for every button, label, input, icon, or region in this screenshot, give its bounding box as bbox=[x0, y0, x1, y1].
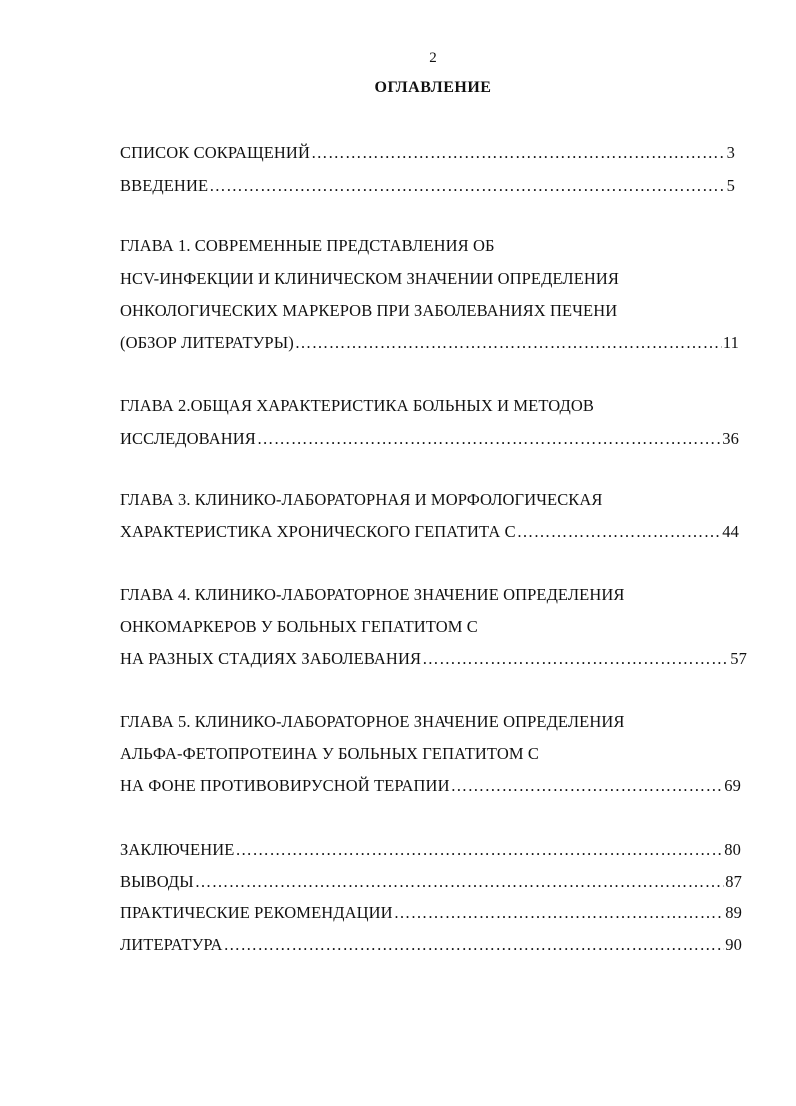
toc-page-number: 90 bbox=[725, 935, 742, 954]
toc-entry-title: ХАРАКТЕРИСТИКА ХРОНИЧЕСКОГО ГЕПАТИТА С bbox=[120, 522, 516, 541]
toc-entry-literature[interactable] bbox=[120, 935, 742, 955]
toc-entry-chapter-2[interactable] bbox=[120, 429, 739, 449]
toc-leader-dots bbox=[209, 176, 726, 196]
toc-entry-conclusion[interactable] bbox=[120, 840, 741, 860]
toc-entry-title: НА РАЗНЫХ СТАДИЯХ ЗАБОЛЕВАНИЯ bbox=[120, 649, 422, 668]
toc-leader-dots bbox=[224, 935, 725, 955]
toc-page-number: 57 bbox=[730, 649, 747, 668]
toc-page-number: 89 bbox=[725, 903, 742, 922]
page-number: 2 bbox=[429, 50, 437, 66]
toc-chapter-1-line-1: ГЛАВА 1. СОВРЕМЕННЫЕ ПРЕДСТАВЛЕНИЯ ОБ bbox=[120, 236, 495, 255]
toc-entry-chapter-4[interactable] bbox=[120, 649, 747, 669]
toc-entry-chapter-1[interactable] bbox=[120, 333, 739, 353]
toc-leader-dots bbox=[195, 872, 725, 892]
toc-page-number: 80 bbox=[724, 840, 741, 859]
toc-page-number: 3 bbox=[726, 143, 735, 162]
toc-entry-chapter-5[interactable] bbox=[120, 776, 741, 796]
toc-leader-dots bbox=[257, 429, 721, 449]
toc-entry-title: ВВЕДЕНИЕ bbox=[120, 176, 209, 195]
toc-entry-title: ПРАКТИЧЕСКИЕ РЕКОМЕНДАЦИИ bbox=[120, 903, 393, 922]
toc-leader-dots bbox=[422, 649, 729, 669]
toc-leader-dots bbox=[451, 776, 724, 796]
toc-leader-dots bbox=[311, 143, 726, 163]
toc-entry-chapter-3[interactable] bbox=[120, 522, 739, 542]
toc-entry-title: НА ФОНЕ ПРОТИВОВИРУСНОЙ ТЕРАПИИ bbox=[120, 776, 450, 795]
toc-chapter-4-line-2: ОНКОМАРКЕРОВ У БОЛЬНЫХ ГЕПАТИТОМ С bbox=[120, 617, 478, 636]
toc-leader-dots bbox=[517, 522, 722, 542]
toc-entry-title: (ОБЗОР ЛИТЕРАТУРЫ) bbox=[120, 333, 294, 352]
toc-entry-title: ЗАКЛЮЧЕНИЕ bbox=[120, 840, 235, 859]
toc-entry-recommendations[interactable] bbox=[120, 903, 742, 923]
toc-entry-findings[interactable] bbox=[120, 872, 742, 892]
toc-entry-title: ВЫВОДЫ bbox=[120, 872, 194, 891]
toc-entry-introduction[interactable] bbox=[120, 176, 735, 196]
toc-chapter-5-line-1: ГЛАВА 5. КЛИНИКО-ЛАБОРАТОРНОЕ ЗНАЧЕНИЕ ОПРЕДЕЛЕНИЯ bbox=[120, 712, 625, 731]
toc-chapter-1-line-3: ОНКОЛОГИЧЕСКИХ МАРКЕРОВ ПРИ ЗАБОЛЕВАНИЯХ ПЕЧЕНИ bbox=[120, 301, 618, 320]
toc-page-number: 5 bbox=[726, 176, 735, 195]
toc-leader-dots bbox=[295, 333, 722, 353]
toc-chapter-4-line-1: ГЛАВА 4. КЛИНИКО-ЛАБОРАТОРНОЕ ЗНАЧЕНИЕ ОПРЕДЕЛЕНИЯ bbox=[120, 585, 625, 604]
toc-chapter-5-line-2: АЛЬФА-ФЕТОПРОТЕИНА У БОЛЬНЫХ ГЕПАТИТОМ С bbox=[120, 744, 539, 763]
toc-entry-abbreviations[interactable] bbox=[120, 143, 735, 163]
toc-chapter-2-line-1: ГЛАВА 2.ОБЩАЯ ХАРАКТЕРИСТИКА БОЛЬНЫХ И МЕТОДОВ bbox=[120, 396, 594, 415]
toc-entry-title: СПИСОК СОКРАЩЕНИЙ bbox=[120, 143, 310, 162]
toc-chapter-3-line-1: ГЛАВА 3. КЛИНИКО-ЛАБОРАТОРНАЯ И МОРФОЛОГИЧЕСКАЯ bbox=[120, 490, 603, 509]
toc-entry-title: ЛИТЕРАТУРА bbox=[120, 935, 223, 954]
toc-title: ОГЛАВЛЕНИЕ bbox=[374, 79, 492, 96]
toc-page-number: 44 bbox=[722, 522, 739, 541]
toc-page-number: 36 bbox=[722, 429, 739, 448]
toc-entry-title: ИССЛЕДОВАНИЯ bbox=[120, 429, 256, 448]
toc-leader-dots bbox=[235, 840, 723, 860]
toc-page-number: 11 bbox=[722, 333, 739, 352]
toc-leader-dots bbox=[394, 903, 725, 923]
toc-chapter-1-line-2: HCV-ИНФЕКЦИИ И КЛИНИЧЕСКОМ ЗНАЧЕНИИ ОПРЕДЕЛЕНИЯ bbox=[120, 269, 620, 288]
toc-page-number: 87 bbox=[725, 872, 742, 891]
toc-page-number: 69 bbox=[724, 776, 741, 795]
